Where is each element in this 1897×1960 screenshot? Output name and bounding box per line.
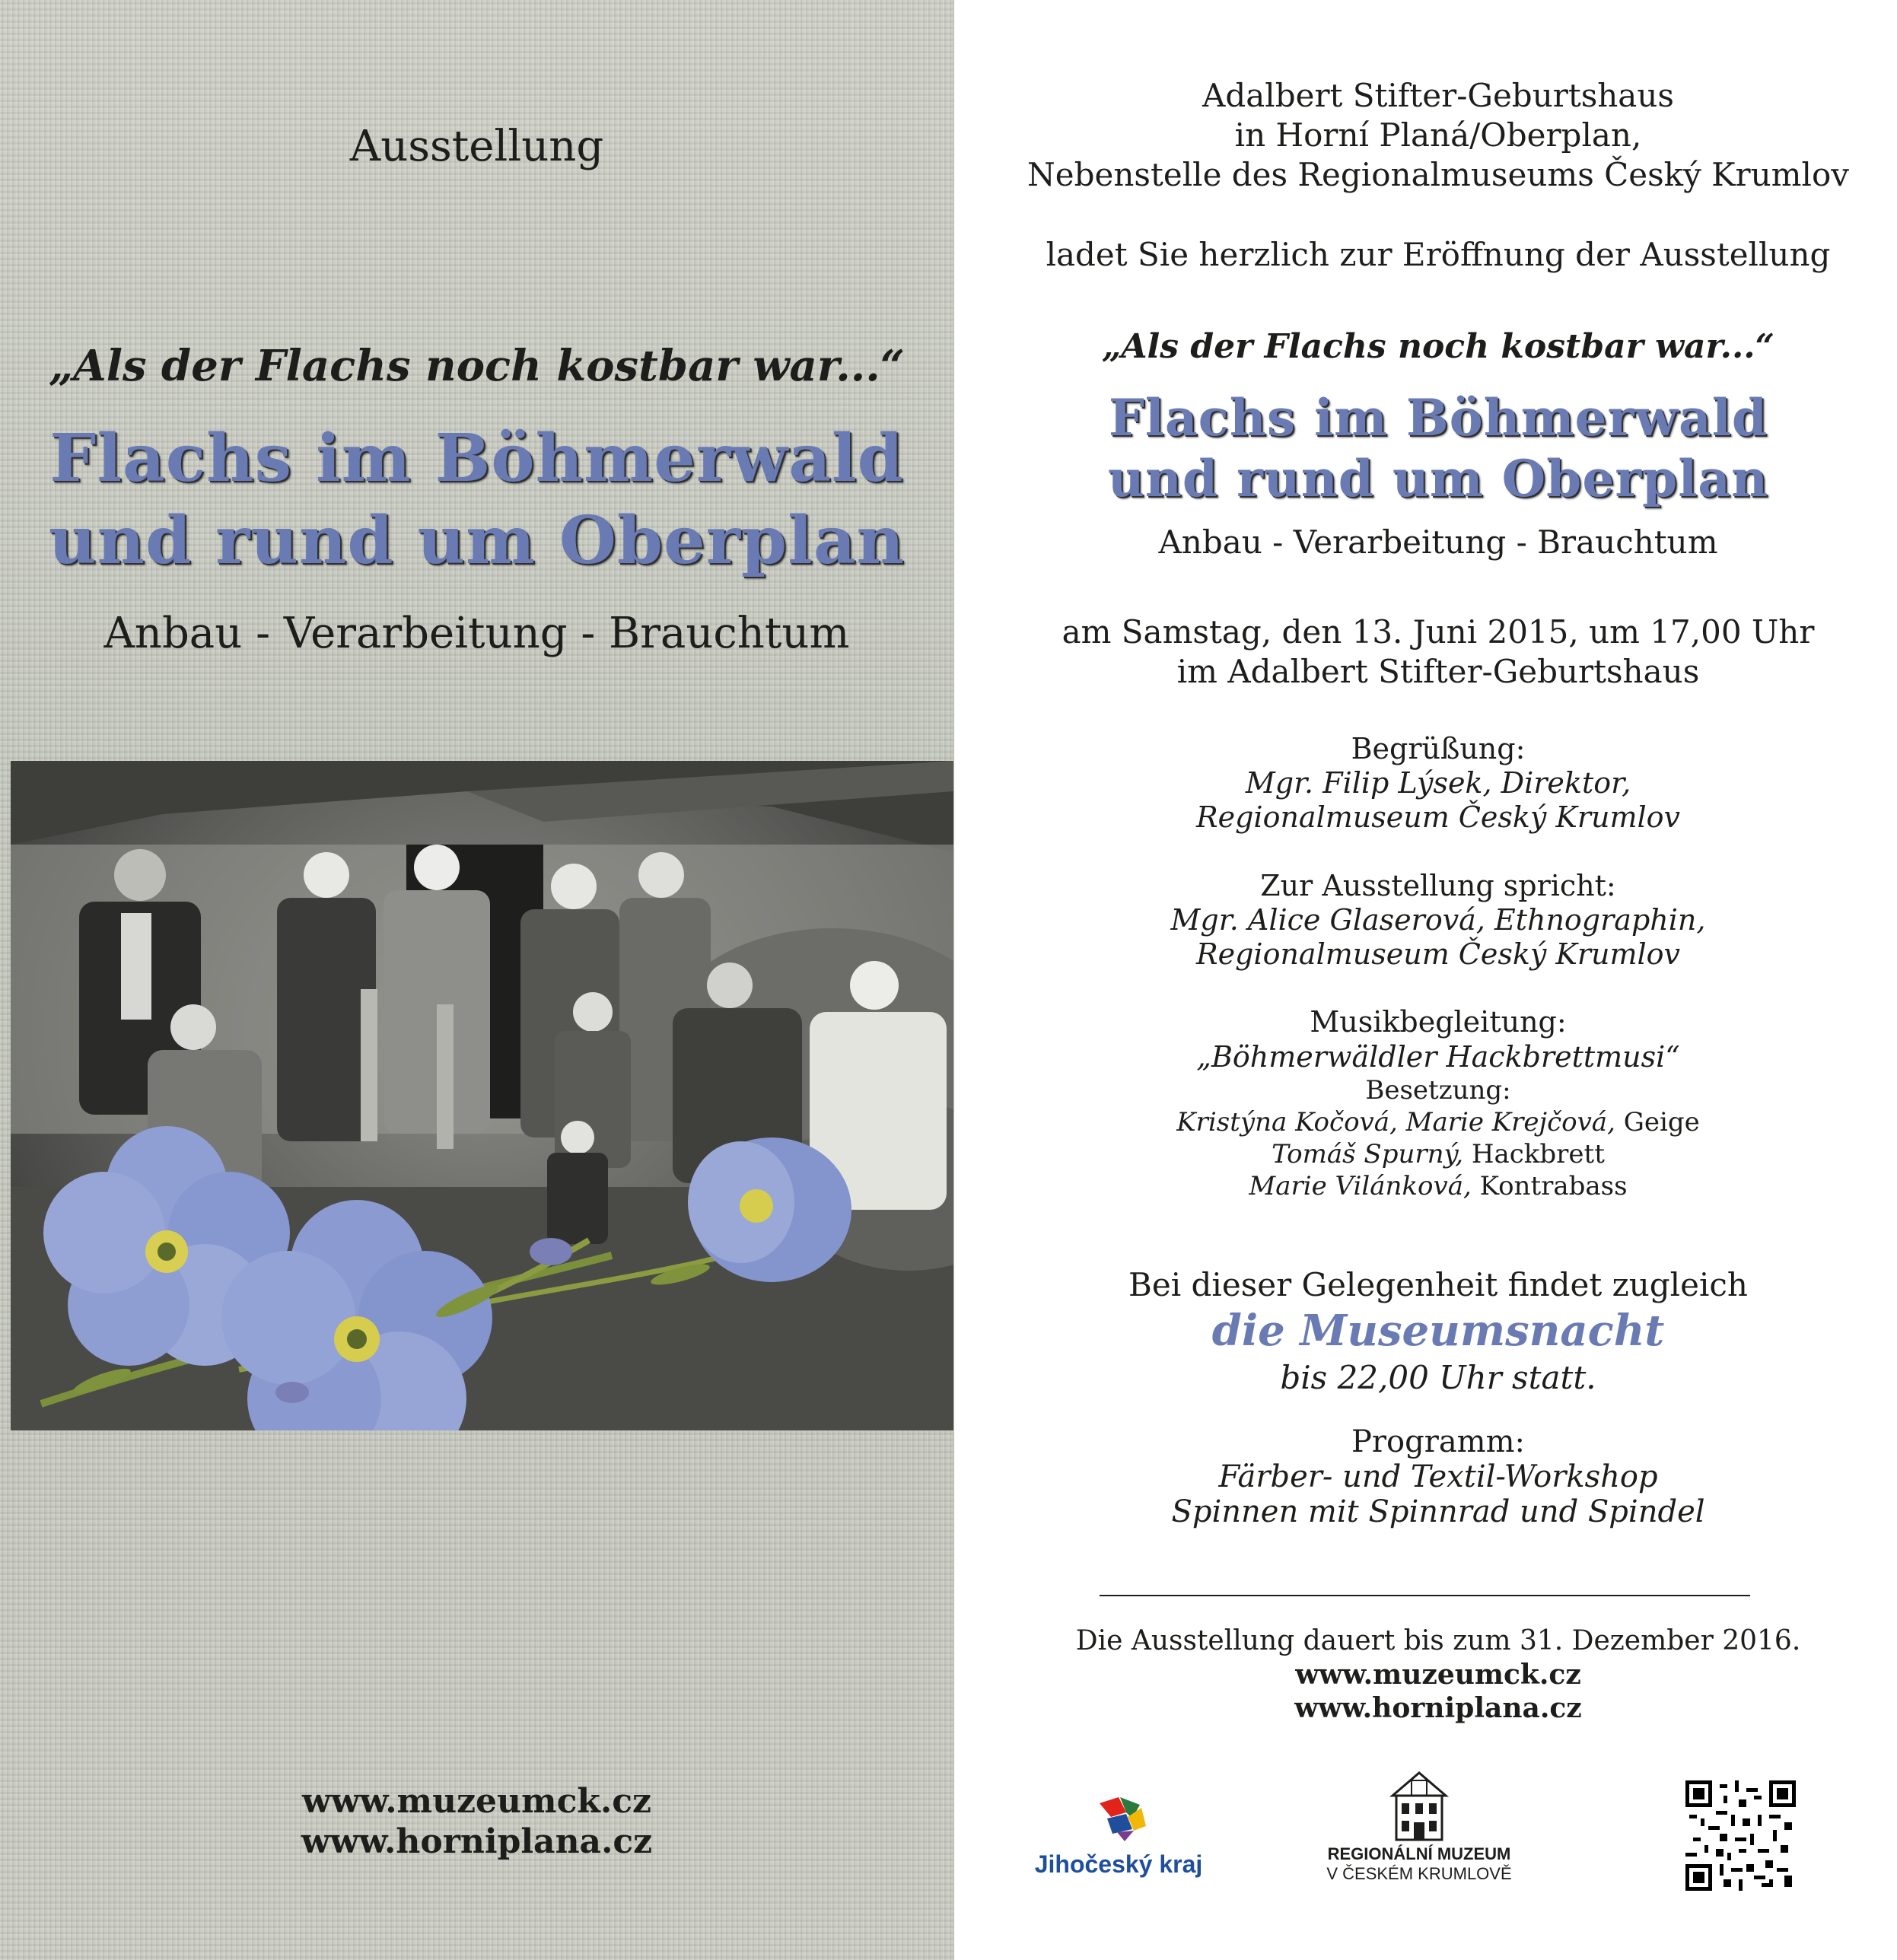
cover-url-muzeumck[interactable]: www.muzeumck.cz <box>302 1782 651 1821</box>
greeting-org: Regionalmuseum Český Krumlov <box>1195 800 1681 834</box>
kraj-name: Jihočeský kraj <box>1034 1850 1203 1878</box>
invite-subtitle: Anbau - Verarbeitung - Brauchtum <box>1158 523 1718 561</box>
qr-code-icon <box>1685 1780 1796 1891</box>
museum-name-line1: REGIONÁLNÍ MUZEUM <box>1327 1844 1511 1863</box>
event-place: im Adalbert Stifter-Geburtshaus <box>1176 653 1700 690</box>
invite-title-line2: und rund um Oberplan <box>1107 449 1769 508</box>
cover-title-line1: Flachs im Böhmerwald <box>49 420 904 497</box>
cover-quote: „Als der Flachs noch kostbar war...“ <box>49 341 905 391</box>
greeting-name: Mgr. Filip Lýsek, Direktor, <box>1245 766 1631 800</box>
museum-night-highlight: die Museumsnacht <box>1211 1306 1665 1356</box>
footer-block <box>982 1624 1895 1725</box>
cast-line3 <box>982 1170 1895 1202</box>
program-block <box>982 1424 1895 1529</box>
invite-quote: „Als der Flachs noch kostbar war...“ <box>1102 327 1774 366</box>
event-datetime <box>982 612 1895 692</box>
occasion-line1: Bei dieser Gelegenheit findet zugleich <box>1128 1266 1748 1303</box>
cast-block <box>982 1074 1895 1202</box>
footer-url-muzeumck[interactable]: www.muzeumck.cz <box>1295 1659 1581 1691</box>
cover-subtitle: Anbau - Verarbeitung - Brauchtum <box>103 609 850 658</box>
music-label: Musikbegleitung: <box>1310 1005 1567 1039</box>
greeting-block <box>982 732 1895 835</box>
speech-label: Zur Ausstellung spricht: <box>1260 869 1616 902</box>
regional-museum-logo <box>1324 1769 1514 1883</box>
speech-block <box>982 869 1895 972</box>
music-band: „Böhmerwäldler Hackbrettmusi“ <box>1196 1040 1680 1074</box>
photo-illustration <box>11 761 953 1430</box>
footer-url-horniplana[interactable]: www.horniplana.cz <box>1294 1692 1582 1724</box>
host-line2: in Horní Planá/Oberplan, <box>1234 116 1642 154</box>
occasion-line3: bis 22,00 Uhr statt. <box>1280 1359 1596 1396</box>
cast3-instrument: Kontrabass <box>1471 1171 1628 1201</box>
exhibition-label: Ausstellung <box>349 122 604 171</box>
speech-name: Mgr. Alice Glaserová, Ethnographin, <box>1170 903 1706 937</box>
cast2-names: Tomáš Spurný, <box>1272 1139 1464 1169</box>
host-line3: Nebenstelle des Regionalmuseums Český Krumlov <box>1027 156 1849 193</box>
kraj-emblem-icon <box>1027 1796 1210 1841</box>
cast3-names: Marie Vilánková, <box>1249 1171 1472 1201</box>
speech-org: Regionalmuseum Český Krumlov <box>1195 937 1681 971</box>
cast-label: Besetzung: <box>1365 1075 1511 1106</box>
cover-title-line2: und rund um Oberplan <box>48 502 906 579</box>
cast2-instrument: Hackbrett <box>1463 1139 1605 1169</box>
program-item2: Spinnen mit Spinnrad und Spindel <box>1171 1494 1705 1529</box>
cast-line2 <box>982 1138 1895 1170</box>
jihocesky-kraj-logo <box>1027 1796 1210 1879</box>
museum-name-line2: V ČESKÉM KRUMLOVĚ <box>1326 1864 1512 1883</box>
invite-title-line1: Flachs im Böhmerwald <box>1108 388 1768 447</box>
program-label: Programm: <box>1351 1424 1526 1459</box>
event-date: am Samstag, den 13. Juni 2015, um 17,00 Uhr <box>1061 613 1815 651</box>
cast1-instrument: Geige <box>1615 1107 1700 1138</box>
host-block <box>982 76 1895 195</box>
greeting-label: Begrüßung: <box>1351 732 1526 765</box>
music-block <box>982 1004 1895 1074</box>
host-line1: Adalbert Stifter-Geburtshaus <box>1202 77 1674 114</box>
invite-line: ladet Sie herzlich zur Eröffnung der Ausstellung <box>1046 236 1831 273</box>
divider-line <box>1100 1595 1750 1596</box>
historical-photo <box>11 761 953 1430</box>
museum-building-icon <box>1377 1769 1461 1841</box>
qr-code[interactable] <box>1685 1780 1796 1891</box>
cover-url-horniplana[interactable]: www.horniplana.cz <box>301 1822 653 1861</box>
cast-line1 <box>982 1106 1895 1138</box>
duration-note: Die Ausstellung dauert bis zum 31. Dezember 2016. <box>1075 1625 1801 1656</box>
cast1-names: Kristýna Kočová, Marie Krejčová, <box>1176 1107 1615 1138</box>
program-item1: Färber- und Textil-Workshop <box>1218 1459 1658 1494</box>
